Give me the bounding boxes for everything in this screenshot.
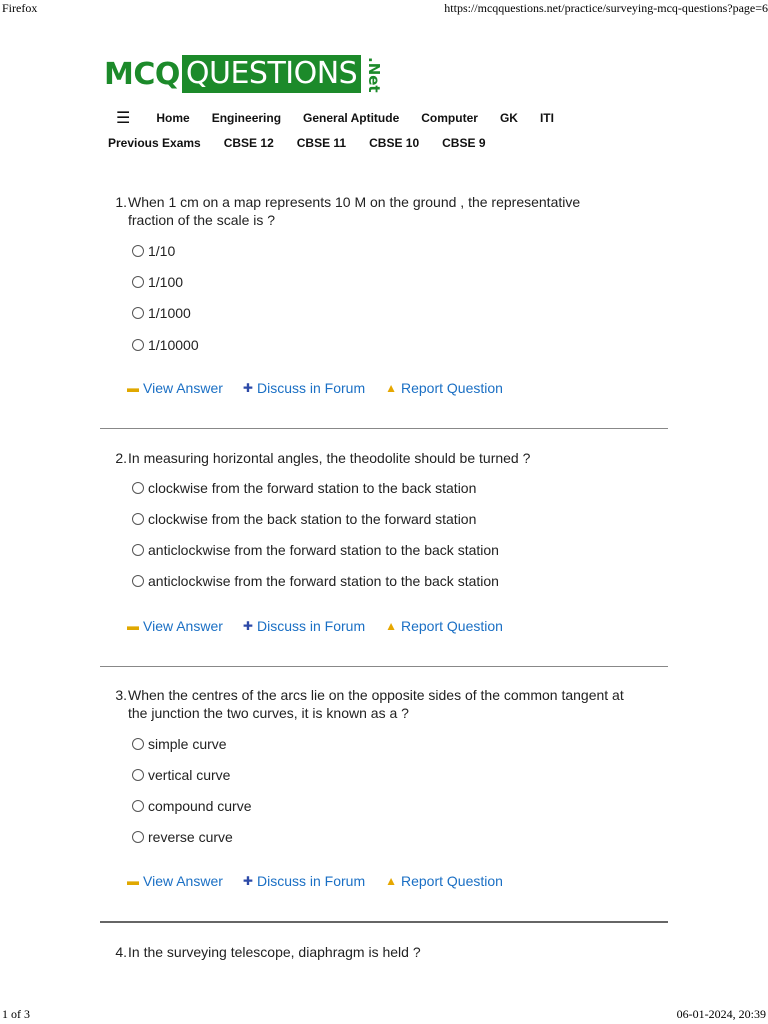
question-text	[100, 943, 668, 961]
question-text	[100, 686, 668, 722]
option-a[interactable]	[132, 736, 227, 752]
warning-icon: ▲	[385, 874, 397, 888]
view-answer-label: View Answer	[143, 380, 223, 396]
forum-icon: ✚	[242, 874, 253, 888]
logo-questions: QUESTIONS	[182, 55, 361, 93]
question-body: When 1 cm on a map represents 10 M on the ground , the representative fraction of the scale is ?	[128, 194, 581, 228]
question-actions	[127, 618, 523, 634]
discuss-forum-link[interactable]	[243, 873, 365, 889]
question-1	[100, 193, 668, 396]
option-d[interactable]	[132, 337, 199, 353]
forum-icon: ✚	[242, 381, 253, 395]
view-answer-link[interactable]	[127, 873, 223, 889]
question-2	[100, 449, 668, 634]
discuss-label: Discuss in Forum	[256, 873, 366, 889]
option-d[interactable]	[132, 829, 233, 845]
option-label: anticlockwise from the forward station to the back station	[148, 542, 499, 558]
nav-home[interactable]: Home	[156, 111, 190, 125]
question-number: 3.	[115, 687, 127, 703]
discuss-label: Discuss in Forum	[256, 380, 366, 396]
discuss-label: Discuss in Forum	[256, 618, 366, 634]
report-label: Report Question	[401, 873, 503, 889]
question-body: In measuring horizontal angles, the theodolite should be turned ?	[128, 450, 531, 466]
question-number: 1.	[115, 194, 127, 210]
logo-mcq: MCQ	[104, 56, 180, 92]
radio-button[interactable]	[132, 831, 144, 843]
option-label: 1/10	[148, 243, 176, 259]
print-header-url: https://mcqquestions.net/practice/surveying-mcq-questions?page=6	[444, 1, 768, 15]
divider	[100, 921, 668, 923]
radio-button[interactable]	[132, 339, 144, 351]
question-number: 4.	[115, 944, 127, 960]
divider	[100, 666, 668, 667]
radio-button[interactable]	[132, 276, 144, 288]
divider	[100, 428, 668, 429]
option-b[interactable]	[132, 511, 476, 527]
option-c[interactable]	[132, 798, 252, 814]
option-label: 1/1000	[148, 305, 191, 321]
radio-button[interactable]	[132, 245, 144, 257]
option-a[interactable]	[132, 243, 175, 259]
nav-gk[interactable]: GK	[499, 111, 518, 125]
question-actions	[127, 873, 523, 889]
nav-cbse-12[interactable]: CBSE 12	[223, 136, 274, 150]
warning-icon: ▲	[385, 381, 397, 395]
discuss-forum-link[interactable]	[243, 618, 365, 634]
radio-button[interactable]	[132, 575, 144, 587]
question-number: 2.	[115, 450, 127, 466]
question-body: When the centres of the arcs lie on the opposite sides of the common tangent at the junction the two curves, it is known as a ?	[128, 687, 624, 721]
site-logo[interactable]	[104, 54, 391, 94]
nav-cbse-9[interactable]: CBSE 9	[442, 136, 486, 150]
answer-icon: ▬	[127, 874, 139, 888]
option-label: compound curve	[148, 798, 252, 814]
radio-button[interactable]	[132, 482, 144, 494]
forum-icon: ✚	[242, 619, 253, 633]
report-question-link[interactable]	[385, 380, 503, 396]
warning-icon: ▲	[385, 619, 397, 633]
option-label: vertical curve	[148, 767, 231, 783]
radio-button[interactable]	[132, 307, 144, 319]
print-header-left: Firefox	[2, 1, 38, 15]
radio-button[interactable]	[132, 800, 144, 812]
option-b[interactable]	[132, 767, 230, 783]
radio-button[interactable]	[132, 769, 144, 781]
question-text	[100, 193, 668, 229]
option-c[interactable]	[132, 542, 499, 558]
view-answer-link[interactable]	[127, 380, 223, 396]
nav-engineering[interactable]: Engineering	[211, 111, 282, 125]
nav-cbse-11[interactable]: CBSE 11	[296, 136, 347, 150]
logo-net: .Net	[365, 57, 384, 93]
answer-icon: ▬	[127, 619, 139, 633]
option-label: simple curve	[148, 736, 227, 752]
question-4	[100, 943, 668, 961]
option-a[interactable]	[132, 480, 476, 496]
option-c[interactable]	[132, 305, 191, 321]
option-label: clockwise from the forward station to the back station	[148, 480, 477, 496]
report-question-link[interactable]	[385, 873, 503, 889]
report-question-link[interactable]	[385, 618, 503, 634]
report-label: Report Question	[401, 618, 503, 634]
question-text	[100, 449, 668, 467]
print-footer-page: 1 of 3	[2, 1007, 30, 1021]
nav-general-aptitude[interactable]: General Aptitude	[303, 111, 400, 125]
radio-button[interactable]	[132, 513, 144, 525]
view-answer-label: View Answer	[143, 618, 223, 634]
option-label: reverse curve	[148, 829, 233, 845]
question-3	[100, 686, 668, 889]
option-label: anticlockwise from the forward station to the back station	[148, 573, 499, 589]
radio-button[interactable]	[132, 544, 144, 556]
option-label: clockwise from the back station to the forward station	[148, 511, 477, 527]
nav-computer[interactable]: Computer	[421, 111, 478, 125]
report-label: Report Question	[401, 380, 503, 396]
nav-iti[interactable]: ITI	[539, 111, 554, 125]
discuss-forum-link[interactable]	[243, 380, 365, 396]
radio-button[interactable]	[132, 738, 144, 750]
nav-row-1	[108, 108, 576, 128]
option-d[interactable]	[132, 573, 499, 589]
menu-icon[interactable]: ☰	[116, 110, 131, 127]
answer-icon: ▬	[127, 381, 139, 395]
question-actions	[127, 380, 523, 396]
view-answer-link[interactable]	[127, 618, 223, 634]
question-body: In the surveying telescope, diaphragm is held ?	[128, 944, 421, 960]
nav-cbse-10[interactable]: CBSE 10	[369, 136, 420, 150]
option-b[interactable]	[132, 274, 183, 290]
nav-row-2	[108, 136, 509, 150]
view-answer-label: View Answer	[143, 873, 223, 889]
option-label: 1/10000	[148, 337, 199, 353]
nav-previous-exams[interactable]: Previous Exams	[108, 136, 201, 150]
option-label: 1/100	[148, 274, 184, 290]
print-footer-date: 06-01-2024, 20:39	[676, 1007, 766, 1021]
